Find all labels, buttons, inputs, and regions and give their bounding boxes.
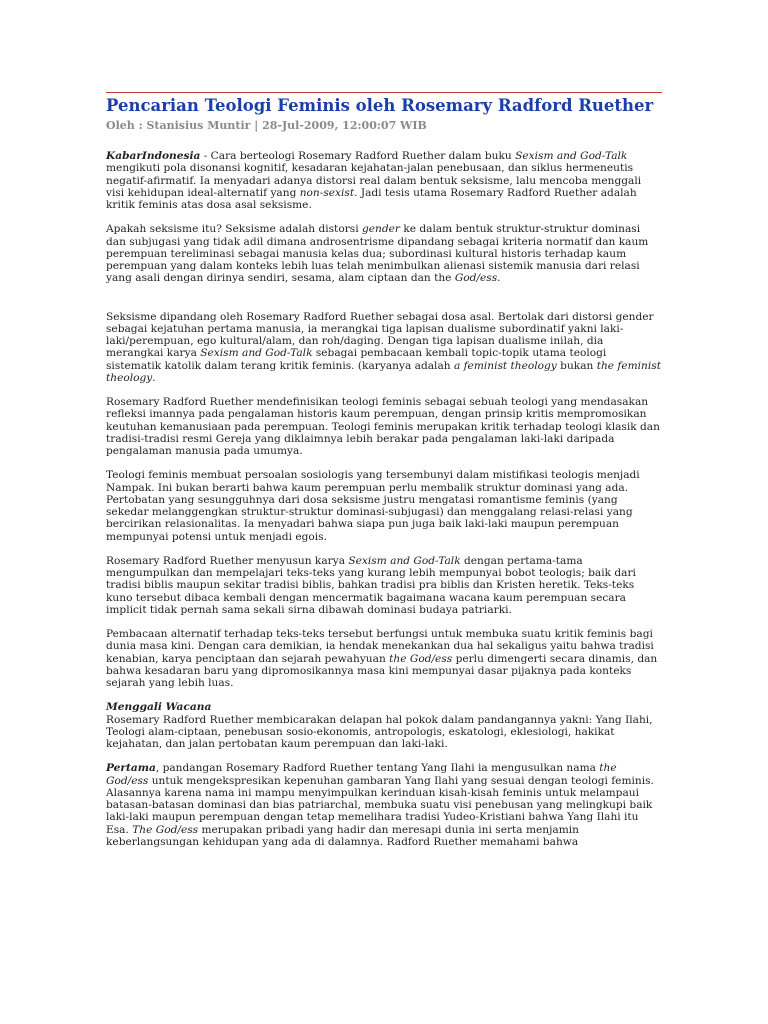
italic-phrase: Sexism and God-Talk [200,347,313,360]
paragraph-menggali-wacana [106,701,662,750]
italic-phrase: a feminist theology [453,359,557,372]
article-body [106,150,662,848]
italic-phrase: the feminist theology [106,359,661,384]
text-run: mengikuti pola disonansi kognitif, kesadaran kejahatan-jalan penebusaan, dan siklus hermeneutis negatif-afirmatif. Ia menyadari adanya distorsi real dalam bentuk seksisme, lalu mencoba menggali visi kehidupan ideal-alternatif yang [106,162,642,199]
text-run: , pandangan Rosemary Radford Ruether tentang Yang Ilahi ia mengusulkan nama [155,762,600,775]
text-run: dengan pertama-tama mengumpulkan dan mempelajari teks-teks yang kurang lebih mempunyai bobot teologis; baik dari tradisi biblis maupun sekitar tradisi biblis, bahkan tradisi pra biblis dan Kristen heretik. Teks-teks kuno tersebut dibaca kembali dengan mencermatik bagaimana wacana kaum perempuan secara implicit tidak pernah sama sekali sirna dibawah dominasi budaya patriarki. [106,554,636,616]
paragraph-pertama [106,762,662,848]
text-run: merupakan pribadi yang hadir dan meresapi dunia ini serta menjamin keberlangsungan kehidupan yang ada di dalamnya. Radford Ruether memahami bahwa [106,823,579,848]
paragraph-feminist-theology [106,396,662,457]
text-run: sebagai pembacaan kembali topic-topik utama teologi sistematik katolik dalam terang kritik feminis. (karyanya adalah [106,347,607,372]
italic-phrase: the God/ess [106,762,617,787]
text-run: . Jadi tesis utama Rosemary Radford Ruether adalah kritik feminis atas dosa asal seksisme. [106,186,637,211]
italic-phrase: The God/ess [132,823,199,836]
text-run: . [497,272,501,285]
italic-phrase: gender [361,223,400,236]
text-run: Rosemary Radford Ruether membicarakan delapan hal pokok dalam pandangannya yakni: Yang Ilahi, Teologi alam-ciptaan, penebusan sosio-ekonomis, antropologis, eskatologi, eklesiologi, hakikat kejahatan, dan jalan pertobatan kaum perempuan dan laki-laki. [106,713,653,750]
paragraph-original-sin [106,311,662,385]
text-run: Rosemary Radford Ruether mendefinisikan teologi feminis sebagai sebuah teologi yang mendasakan refleksi imannya pada pengalaman historis kaum perempuan, dengan prinsip kritis mempromosikan keutuhan kemanusiaan pada perempuan. Teologi feminis merupakan kritik terhadap teologi klasik dan tradisi-tradisi resmi Gereja yang diklaimnya lebih berakar pada pengalaman laki-laki daripada pengalaman manusia pada umumya. [106,396,660,457]
paragraph-intro [106,150,662,211]
text-run: Rosemary Radford Ruether menyusun karya [106,554,349,567]
text-run: bukan [556,359,597,372]
text-run: untuk mengekspresikan kepenuhan gambaran Yang Ilahi yang sesuai dengan teologi feminis. Alasannya karena nama ini mampu menyimpulkan kerinduan kisah-kisah feminis untuk melampaui batasan-batasan dominasi dan bias patriarchal, membuka suatu visi penebusan yang melingkupi baik laki-laki maupun perempuan dengan tetap memelihara tradisi Yudeo-Kristiani bahwa Yang Ilahi itu Esa. [106,774,654,836]
text-run: . [152,371,156,384]
title-rule [106,92,662,93]
paragraph-method [106,555,662,616]
emphasis-heading: Menggali Wacana [106,701,212,714]
text-run: Pembacaan alternatif terhadap teks-teks tersebut berfungsi untuk membuka suatu kritik feminis bagi dunia masa kini. Dengan cara demikian, ia hendak menekankan dua hal sekaligus yaitu bahwa tradisi kenabian, karya penciptaan dan sejarah pewahyuan [106,628,654,665]
text-run: Seksisme dipandang oleh Rosemary Radford Ruether sebagai dosa asal. Bertolak dari distorsi gender sebagai kejatuhan pertama manusia, ia merangkai tiga lapisan dualisme subordinatif yakni laki-laki/perempuan, ego kultural/alam, dan roh/daging. Dengan tiga lapisan dualisme inilah, dia merangkai karya [106,310,654,360]
article-title: Pencarian Teologi Feminis oleh Rosemary Radford Ruether [106,96,654,115]
paragraph-definition [106,223,662,284]
text-run: perlu dimengerti secara dinamis, dan bahwa kesadaran baru yang dipromosikannya masa kini mempunyai dasar pijaknya pada konteks sejarah yang lebih luas. [106,652,658,689]
text-run: Teologi feminis membuat persoalan sosiologis yang tersembunyi dalam mistifikasi teologis menjadi Nampak. Ini bukan berarti bahwa kaum perempuan perlu membalik struktur dominasi yang ada. Pertobatan yang sesungguhnya dari dosa seksisme justru mengatasi romantisme feminis (yang sekedar melanggengkan struktur-struktur dominasi-subjugasi) dan menggalang relasi-relasi yang bercirikan relasionalitas. Ia menyadari bahwa siapa pun juga baik laki-laki maupun perempuan mempunyai potensi untuk menjadi egois. [106,469,640,543]
article-byline: Oleh : Stanisius Muntir | 28-Jul-2009, 12:00:07 WIB [106,119,427,132]
paragraph-alternative-reading [106,628,662,689]
text-run: - Cara berteologi Rosemary Radford Ruether dalam buku [200,150,516,162]
italic-phrase: the God/ess [389,652,453,665]
emphasis-heading: KabarIndonesia [106,150,201,162]
paragraph-sociology [106,469,662,543]
italic-phrase: Sexism and God-Talk [515,150,628,162]
emphasis-heading: Pertama [106,762,156,775]
text-run: ke dalam bentuk struktur-struktur dominasi dan subjugasi yang tidak adil dimana androsentrisme dipandang sebagai kriteria normatif dan kaum perempuan tereliminasi sebagai manusia kelas dua; subordinasi kultural historis terhadap kaum perempuan yang dalam konteks lebih luas telah menimbulkan alienasi sistemik manusia dari relasi yang asali dengan dirinya sendiri, sesama, alam ciptaan dan the [106,223,649,285]
italic-phrase: Sexism and God-Talk [348,554,461,567]
italic-phrase: non-sexist [299,186,355,199]
text-run: Apakah seksisme itu? Seksisme adalah distorsi [106,223,362,236]
italic-phrase: God/ess [454,272,498,285]
